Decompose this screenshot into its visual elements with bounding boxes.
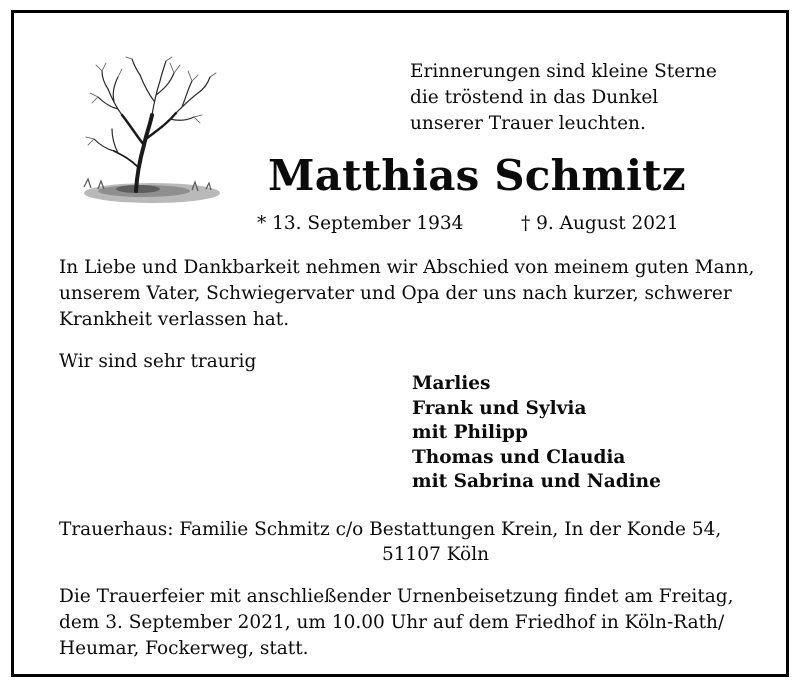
memorial-quote <box>410 59 717 137</box>
quote-line: unserer Trauer leuchten. <box>410 113 646 134</box>
family-member: Frank und Sylvia <box>412 397 587 419</box>
obituary-frame <box>11 10 789 677</box>
mourning-line: Wir sind sehr traurig <box>59 351 257 372</box>
text-line: unserem Vater, Schwiegervater und Opa der uns nach kurzer, schwerer <box>59 283 732 304</box>
family-member: mit Sabrina und Nadine <box>412 471 661 492</box>
quote-line: die tröstend in das Dunkel <box>410 87 659 108</box>
mourning-house-address: Trauerhaus: Familie Schmitz c/o Bestattungen Krein, In der Konde 54, <box>59 519 722 540</box>
family-member: mit Philipp <box>412 422 528 443</box>
text-line: Krankheit verlassen hat. <box>59 309 290 330</box>
family-signatures <box>412 372 661 495</box>
deceased-name: Matthias Schmitz <box>268 151 686 200</box>
mourning-house-city: 51107 Köln <box>382 544 490 565</box>
family-member: Marlies <box>412 373 491 394</box>
family-member: Thomas und Claudia <box>412 446 626 468</box>
birth-date: * 13. September 1934 <box>257 213 464 234</box>
death-date: † 9. August 2021 <box>521 213 679 234</box>
text-line: Heumar, Fockerweg, statt. <box>59 638 309 659</box>
tree-icon <box>74 55 224 215</box>
text-line: In Liebe und Dankbarkeit nehmen wir Abschied von meinem guten Mann, <box>59 257 755 278</box>
text-line: Die Trauerfeier mit anschließender Urnenbeisetzung findet am Freitag, <box>59 586 734 607</box>
text-line: dem 3. September 2021, um 10.00 Uhr auf dem Friedhof in Köln-Rath/ <box>59 612 725 633</box>
ceremony-text <box>59 584 734 662</box>
quote-line: Erinnerungen sind kleine Sterne <box>410 61 717 82</box>
farewell-text <box>59 255 754 333</box>
